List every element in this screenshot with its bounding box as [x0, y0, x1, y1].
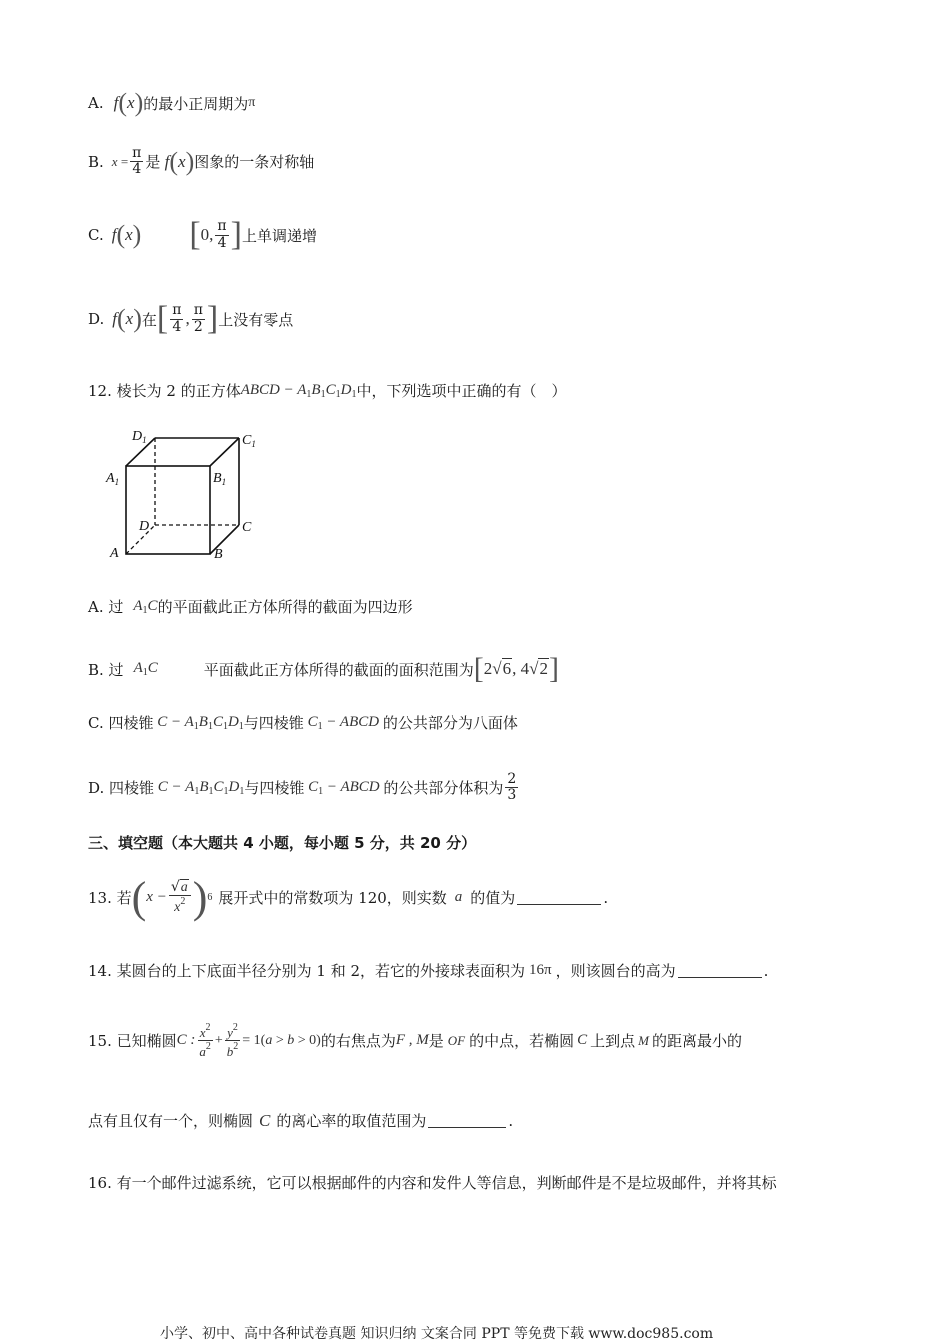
option-text: 与四棱锥: [244, 779, 305, 798]
footer-text: 小学、初中、高中各种试卷真题 知识归纳 文案合同 PPT 等免费下载 www.doc985.com: [160, 1326, 714, 1342]
option-text: 与四棱锥: [243, 714, 304, 732]
option-label: C. 四棱锥: [88, 714, 154, 732]
option-text: 的公共部分体积为: [383, 779, 504, 798]
option-text: 的最小正周期为: [143, 94, 249, 113]
q11-option-a: A. f ( x ) 的最小正周期为 π: [88, 88, 256, 117]
q11-option-b: B. x = $\frac{\pi}{4}$ 是 f ( x ) 图象的一条对称轴: [88, 145, 315, 178]
question-text: .: [763, 961, 769, 980]
question-text: .: [508, 1111, 514, 1130]
question-text: 中，下列选项中正确的有（ ）: [356, 382, 567, 400]
cube-label-d1: $D_1$: [132, 429, 147, 445]
option-text: 在: [141, 310, 157, 329]
option-label: C.: [88, 226, 104, 244]
answer-blank[interactable]: [428, 1113, 506, 1128]
question-text: ，则该圆台的高为: [555, 962, 676, 980]
option-label: D. 四棱锥: [88, 779, 155, 798]
question-text: 是: [428, 1032, 444, 1051]
question-text: 上到点: [590, 1032, 636, 1051]
question-text: 13. 若: [88, 889, 132, 907]
option-label: B.: [88, 152, 104, 171]
question-text: 的值为: [470, 889, 516, 907]
option-text: 上单调递增: [241, 226, 317, 245]
q12-stem: 12. 棱长为 2 的正方体 ABCD − $A_1B_1C_1D_1$ 中，下列选项中正确的有（ ）: [88, 381, 567, 400]
option-label: B. 过: [88, 660, 124, 679]
question-text: 点有且仅有一个，则椭圆: [88, 1112, 254, 1130]
q11-option-d: D. f ( x ) 在 [ $\frac{\pi}{4}$ , $\frac{\pi}{2}$ ] 上没有零点: [88, 300, 294, 337]
option-text: 平面截此正方体所得的截面的面积范围为: [203, 660, 474, 679]
option-text: 的平面截此正方体所得的截面为四边形: [157, 598, 413, 616]
option-text: 是: [145, 153, 161, 172]
cube-label-b1: $B_1$: [213, 471, 227, 487]
option-label: D.: [88, 310, 105, 328]
cube-label-a: A: [110, 546, 119, 561]
answer-blank[interactable]: [678, 963, 762, 978]
question-text: 的右焦点为: [320, 1032, 396, 1051]
q15-line2: 点有且仅有一个，则椭圆 C 的离心率的取值范围为 .: [88, 1110, 514, 1130]
cube-label-b: B: [214, 547, 223, 562]
formula: f: [113, 93, 119, 112]
question-text: 的距离最小的: [652, 1032, 743, 1051]
option-text: 上没有零点: [218, 310, 294, 329]
q13: 13. 若 ( x − $\frac{√a}{x^2}$ ) 6 展开式中的常数项为 120，则实数 a 的值为 .: [88, 873, 609, 922]
cube-label-c: C: [242, 520, 252, 535]
question-text: 的离心率的取值范围为: [276, 1112, 427, 1130]
option-label: A.: [88, 94, 104, 112]
question-text: 16. 有一个邮件过滤系统，它可以根据邮件的内容和发件人等信息，判断邮件是不是垃圾邮件，并将其标: [88, 1174, 777, 1192]
answer-blank[interactable]: [517, 890, 601, 905]
q12-option-b: B. 过 $A_1C$ 平面截此正方体所得的截面的面积范围为 [ 2√6, 4√2 ]: [88, 652, 559, 685]
q12-option-c: C. 四棱锥 $C - A_1B_1C_1D_1$ 与四棱锥 $C_1$ − ABCD 的公共部分为八面体: [88, 713, 518, 732]
cube-figure: [100, 424, 270, 564]
cube-label-a1: $A_1$: [106, 471, 120, 487]
q11-option-c: C. f ( x ) [ 0, $\frac{\pi}{4}$ ] 上单调递增: [88, 216, 317, 253]
option-label: A. 过: [88, 598, 124, 616]
question-text: 展开式中的常数项为 120，则实数: [218, 889, 447, 907]
cube-label-c1: $C_1$: [242, 433, 256, 449]
question-text: 12. 棱长为 2 的正方体: [88, 382, 241, 400]
q14: 14. 某圆台的上下底面半径分别为 1 和 2，若它的外接球表面积为 16π ，则该圆台的高为 .: [88, 961, 769, 980]
question-text: 15. 已知椭圆: [88, 1032, 177, 1051]
question-text: 14. 某圆台的上下底面半径分别为 1 和 2，若它的外接球表面积为: [88, 962, 526, 980]
q16: [88, 1172, 777, 1193]
q15-line1: 15. 已知椭圆 C : $\frac{x^2}{a^2}$ + $\frac{y^2}{b^2}$ = 1(a > b > 0) 的右焦点为 F , M 是 OF 的中点，若椭圆 C 上到点 M 的距离最小的: [88, 1022, 743, 1060]
q12-option-a: A. 过 $A_1C$ 的平面截此正方体所得的截面为四边形: [88, 597, 413, 616]
option-text: 图象的一条对称轴: [194, 153, 315, 172]
q12-option-d: D. 四棱锥 $C - A_1B_1C_1D_1$ 与四棱锥 $C_1$ − ABCD 的公共部分体积为 $\frac{2}{3}$: [88, 771, 517, 804]
question-text: .: [603, 888, 609, 907]
section-title: 三、填空题（本大题共 4 小题，每小题 5 分，共 20 分）: [88, 834, 477, 852]
question-text: 的中点，若椭圆: [469, 1032, 575, 1051]
cube-label-d: D: [139, 519, 150, 534]
option-text: 的公共部分为八面体: [382, 714, 518, 732]
